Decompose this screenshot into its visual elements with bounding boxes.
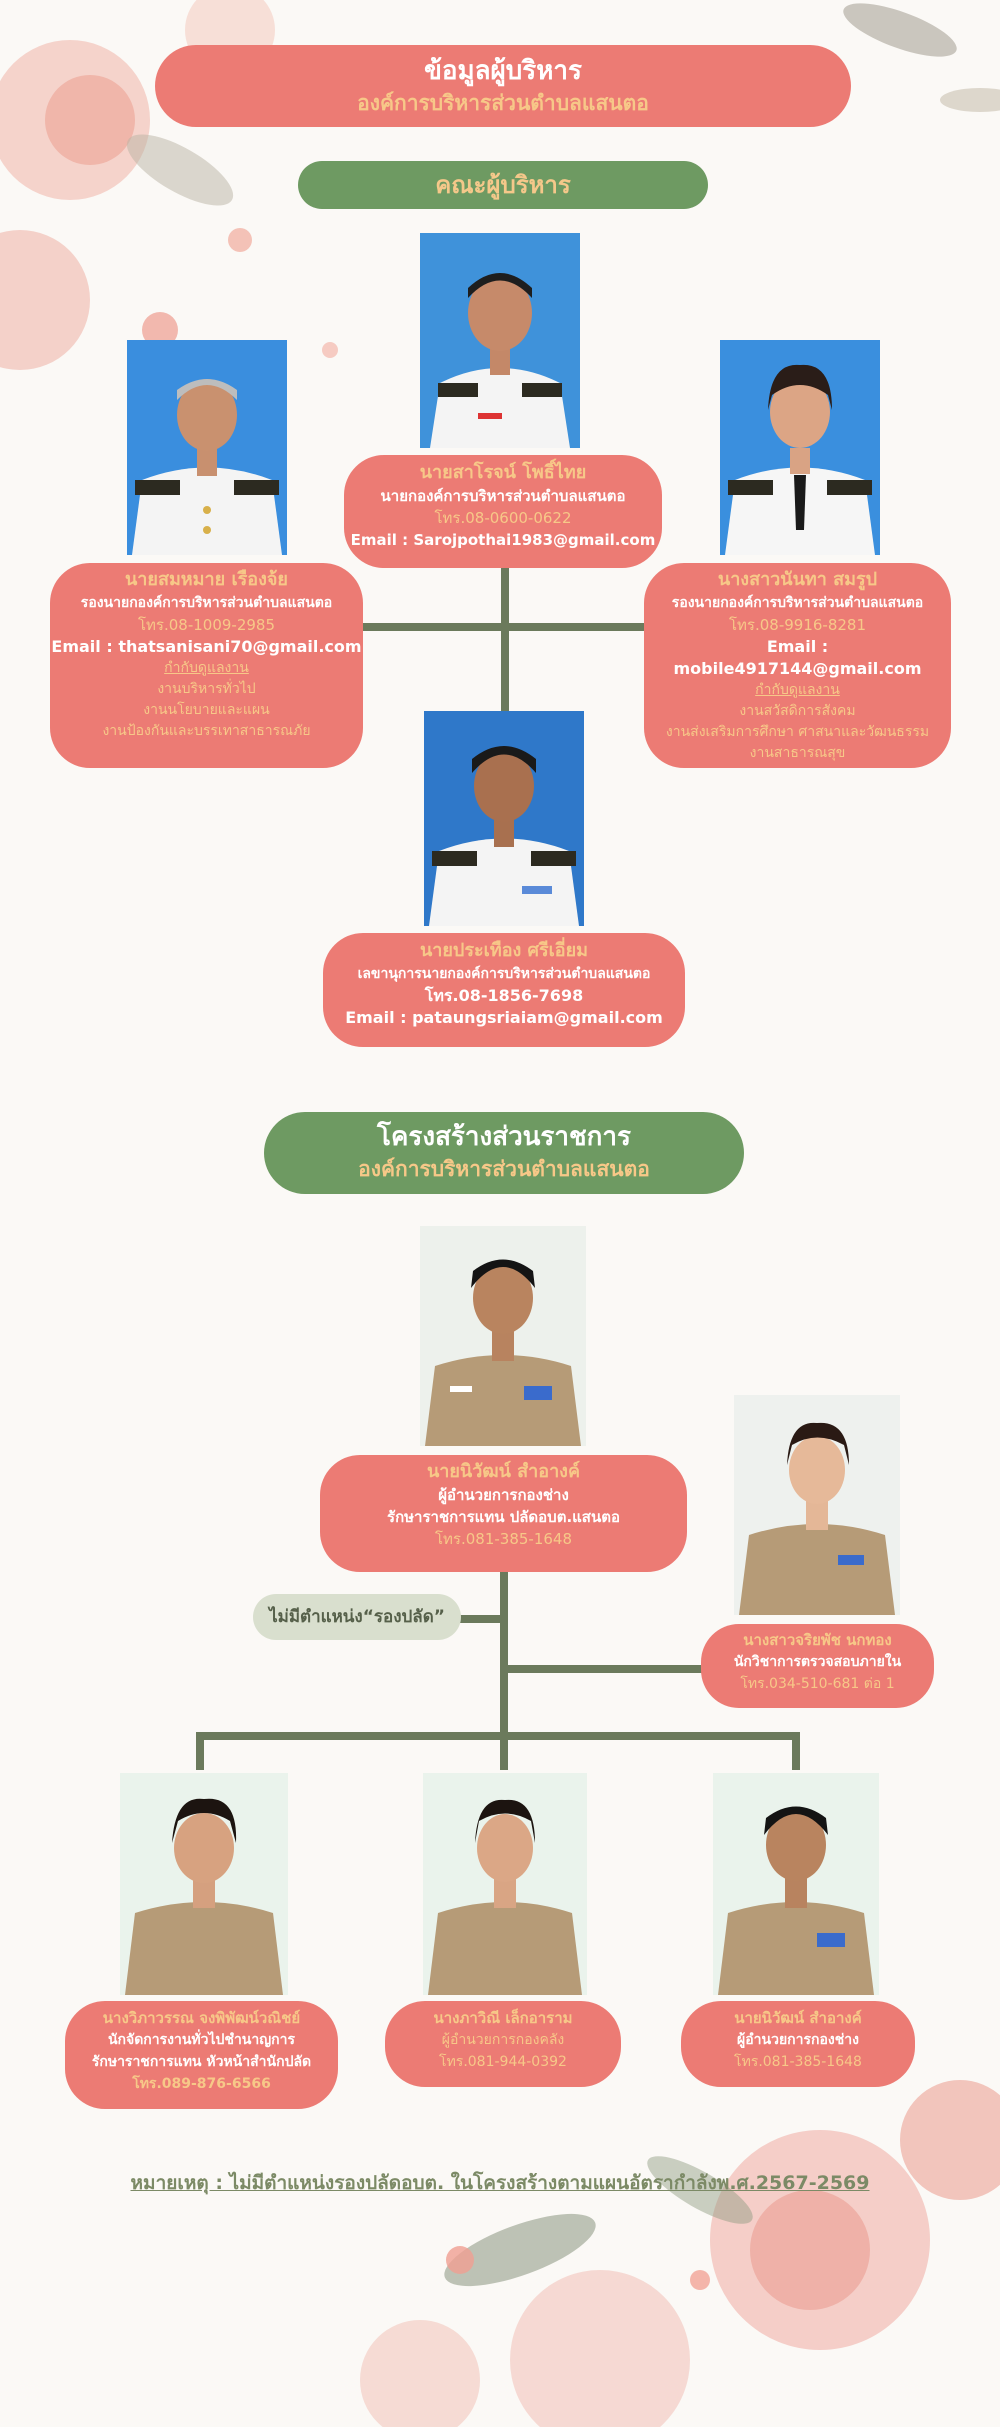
staff-phone: โทร.081-944-0392 (439, 2054, 567, 2070)
auditor-card (701, 1624, 934, 1708)
auditor-position: นักวิชาการตรวจสอบภายใน (733, 1654, 902, 1670)
mayor-card (344, 455, 662, 568)
secretary-phone: โทร.08-1856-7698 (424, 986, 584, 1005)
structure-head-photo (420, 1226, 586, 1446)
staff-card (385, 2001, 621, 2087)
deputy1-email: Email : thatsanisani70@gmail.com (51, 637, 362, 656)
staff-phone: โทร.089-876-6566 (132, 2076, 271, 2092)
deputy2-email: Email : mobile4917144@gmail.com (673, 637, 922, 678)
org-connector (460, 1615, 504, 1623)
staff-photo (120, 1773, 288, 1995)
executive-section-title: คณะผู้บริหาร (435, 170, 571, 199)
staff-name: นางภาวิณี เล็กอาราม (433, 2009, 573, 2027)
flower-decoration-bottom (340, 2080, 1000, 2427)
org-connector (500, 1570, 508, 1740)
org-connector (504, 1665, 704, 1673)
deputy1-card (50, 563, 363, 768)
footnote: หมายเหตุ : ไม่มีตำแหน่งรองปลัดอบต. ในโครงสร้างตามแผนอัตรากำลังพ.ศ.2567-2569 (130, 2172, 870, 2194)
deputy2-name: นางสาวนันทา สมรูป (717, 569, 878, 590)
staff-acting: รักษาราชการแทน หัวหน้าสำนักปลัด (91, 2054, 312, 2070)
structure-title: โครงสร้างส่วนราชการ (377, 1122, 631, 1152)
deputy2-duty-header: กำกับดูแลงาน (755, 682, 840, 698)
staff-name: นายนิวัฒน์ สำอางค์ (734, 2009, 862, 2027)
no-deputy-label: ไม่มีตำแหน่ง“รองปลัด” (269, 1607, 445, 1627)
secretary-name: นายประเทือง ศรีเอี่ยม (419, 940, 589, 961)
deputy2-duty: งานส่งเสริมการศึกษา ศาสนาและวัฒนธรรม (665, 724, 930, 740)
deputy1-duty: งานบริหารทั่วไป (157, 681, 256, 697)
staff-position: นักจัดการงานทั่วไปชำนาญการ (107, 2032, 296, 2048)
deputy1-duty: งานนโยบายและแผน (143, 702, 270, 718)
deputy2-phone: โทร.08-9916-8281 (728, 616, 867, 634)
secretary-card (323, 933, 685, 1047)
staff-photo (423, 1773, 587, 1995)
no-deputy-badge (253, 1594, 461, 1640)
staff-card (65, 2001, 338, 2109)
structure-head-phone: โทร.081-385-1648 (434, 1530, 573, 1548)
deputy1-position: รองนายกองค์การบริหารส่วนตำบลแสนตอ (80, 595, 333, 611)
staff-photo (713, 1773, 879, 1995)
org-connector (501, 565, 509, 715)
org-connector (196, 1732, 204, 1770)
mayor-phone: โทร.08-0600-0622 (434, 509, 572, 527)
structure-head-acting: รักษาราชการแทน ปลัดอบต.แสนตอ (387, 1508, 620, 1526)
structure-head-position: ผู้อำนวยการกองช่าง (438, 1486, 569, 1504)
org-connector (500, 1732, 508, 1770)
deputy2-duty: งานสาธารณสุข (749, 745, 846, 761)
deputy2-position: รองนายกองค์การบริหารส่วนตำบลแสนตอ (671, 595, 924, 611)
org-connector (792, 1732, 800, 1770)
header-banner (155, 45, 851, 127)
secretary-photo (424, 711, 584, 926)
structure-head-card (320, 1455, 687, 1572)
org-connector (360, 623, 656, 631)
staff-phone: โทร.081-385-1648 (734, 2054, 862, 2070)
deputy2-duty: งานสวัสดิการสังคม (739, 703, 856, 719)
deputy1-phone: โทร.08-1009-2985 (137, 616, 276, 634)
mayor-position: นายกองค์การบริหารส่วนตำบลแสนตอ (380, 487, 626, 505)
secretary-position: เลขานุการนายกองค์การบริหารส่วนตำบลแสนตอ (357, 966, 651, 982)
mayor-photo (420, 233, 580, 448)
staff-position: ผู้อำนวยการกองคลัง (441, 2032, 565, 2048)
mayor-email: Email : Sarojpothai1983@gmail.com (350, 531, 656, 549)
deputy2-photo (720, 340, 880, 555)
deputy1-photo (127, 340, 287, 555)
structure-banner (264, 1112, 744, 1194)
structure-subtitle: องค์การบริหารส่วนตำบลแสนตอ (358, 1157, 650, 1181)
structure-head-name: นายนิวัฒน์ สำอางค์ (426, 1461, 581, 1482)
staff-card (681, 2001, 915, 2087)
auditor-phone: โทร.034-510-681 ต่อ 1 (740, 1676, 895, 1692)
staff-position: ผู้อำนวยการกองช่าง (737, 2032, 859, 2048)
auditor-name: นางสาวจริยพัช นกทอง (743, 1631, 892, 1649)
staff-name: นางวิภาวรรณ จงพิพัฒน์วณิชย์ (102, 2009, 301, 2027)
deputy1-duty-header: กำกับดูแลงาน (164, 660, 249, 676)
secretary-email: Email : pataungsriaiam@gmail.com (345, 1008, 663, 1027)
page-subtitle: องค์การบริหารส่วนตำบลแสนตอ (357, 91, 649, 115)
deputy1-duty: งานป้องกันและบรรเทาสาธารณภัย (102, 723, 311, 739)
auditor-photo (734, 1395, 900, 1615)
executive-section-label (298, 161, 708, 209)
org-connector (196, 1732, 796, 1740)
page-title: ข้อมูลผู้บริหาร (424, 56, 582, 86)
deputy1-name: นายสมหมาย เรืองจ้ย (125, 569, 288, 590)
deputy2-card (644, 563, 951, 768)
mayor-name: นายสาโรจน์ โพธิ์ไทย (419, 462, 587, 483)
